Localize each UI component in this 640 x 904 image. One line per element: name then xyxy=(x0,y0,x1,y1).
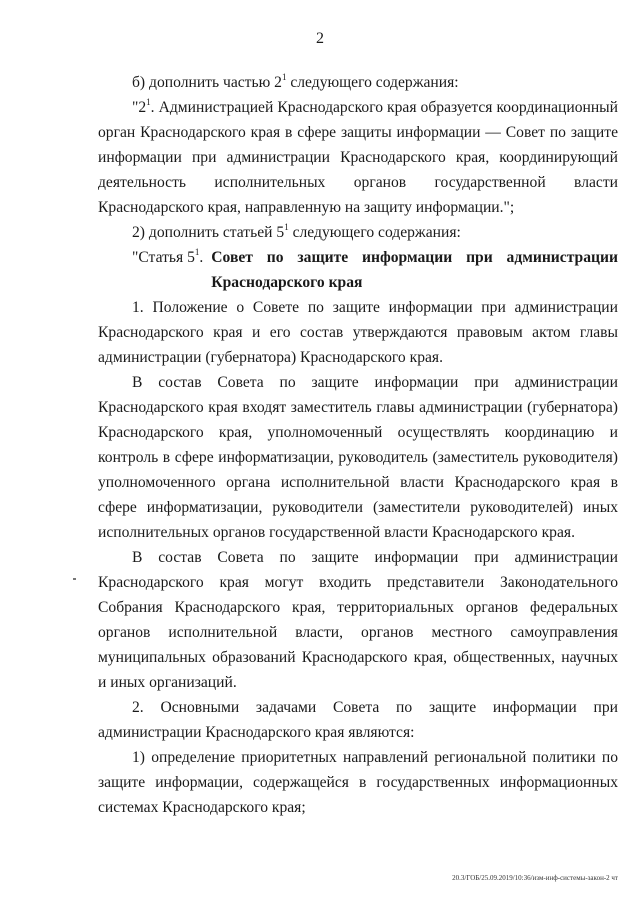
paragraph-2: В состав Совета по защите информации при администрации Краснодарского края входят заместитель главы администрации (губернатора) Краснодарского края, уполномоченный осуществлять координацию и контроль в сфере информатизации, руководитель (заместитель руководителя) уполномоченного органа исполнительной власти Краснодарского края в сфере информатизации, руководители (заместители руководителей) иных исполнительных органов государственной власти Краснодарского края. xyxy=(98,374,618,541)
paragraph-1: 1. Положение о Совете по защите информации при администрации Краснодарского края и его состав утверждаются правовым актом главы администрации (губернатора) Краснодарского края. xyxy=(98,299,618,366)
page-number: 2 xyxy=(316,30,324,47)
article-title: Совет по защите информации при администрации Краснодарского края xyxy=(211,249,618,291)
paragraph-5: 1) определение приоритетных направлений региональной политики по защите информации, содержащейся в государственных информационных системах Краснодарского края; xyxy=(98,749,618,816)
article-number: "Статья $5^1$. xyxy=(132,246,204,266)
paragraph-4: 2. Основными задачами Совета по защите информации при администрации Краснодарского края являются: xyxy=(98,699,618,741)
footer-file-stamp: 20.3/ГОБ/25.09.2019/10:36/изм-инф-системы-закон-2 чт xyxy=(452,874,618,882)
article-heading xyxy=(98,245,618,295)
paragraph-add-article: 2) дополнить статьей $5^1$ следующего содержания: xyxy=(132,221,461,241)
document-body xyxy=(98,70,618,820)
paragraph-add-part: б) дополнить частью $2^1$ следующего содержания: xyxy=(132,71,459,91)
scan-mark xyxy=(73,578,76,580)
paragraph-3: В состав Совета по защите информации при администрации Краснодарского края могут входить представители Законодательного Собрания Краснодарского края, территориальных органов федеральных органов исполнительной власти, органов местного самоуправления муниципальных образований Краснодарского края, общественных, научных и иных организаций. xyxy=(98,549,618,691)
paragraph-part-text: "$2^1$. Администрацией Краснодарского края образуется координационный орган Краснодарского края в сфере защиты информации — Совет по защите информации при администрации Краснодарского края, координирующий деятельность исполнительных органов государственной власти Краснодарского края, направленную на защиту информации."; xyxy=(98,96,618,216)
